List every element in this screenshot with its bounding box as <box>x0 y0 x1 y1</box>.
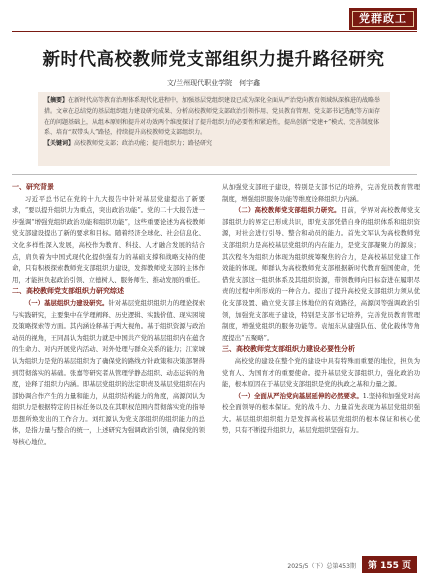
right-column <box>222 182 420 437</box>
keywords-text: 高校教师党支部；政治功能；提升组织力；路径研究 <box>74 140 213 148</box>
section-tag <box>349 8 417 30</box>
paragraph <box>222 205 420 344</box>
section-heading-3: 三、高校教师党支部组织力建设必要性分析 <box>222 345 355 354</box>
abstract-paragraph <box>44 96 384 139</box>
section-divider <box>12 174 417 175</box>
section-heading-1: 一、研究背景 <box>12 183 54 191</box>
paragraph: 习近平总书记在党的十九大报告中针对基层党建提出了新要求，“要以提升组织力为重点，突出政治功能”。党的二十大报告进一步强调“增强党组织政治功能和组织功能”，这些重要论述为高校教师党支部建设提出了新的要求和目标。随着经济全球化、社会信息化、文化多样性深入发展，高校作为教育、科技、人才融合发展的结合点，肩负着为中国式现代化提供强有力的基础支撑和战略支持的使命，只有积极探索教师党支部组织力建设，发挥教师党支部的主体作用，才能担负起政治引领、立德树人、服务师生、推动发展的重任。 <box>12 194 205 284</box>
paragraph-text: 针对基层党组织组织力的理论探索与实践研究，主要集中在学理阐释、历史逻辑、实践价值、现实困境及策略探索等方面。其内涵诠释基于两大视角。基于组织资源与政治动员的视角，王同昌认为组织力就是中国共产党的基层组织内在蕴含的生命力、对内开展党内活动、对外处理与群众关系的能力；江家城认为组织力是党的基层组织为了确保党的路线方针政策和决策部署得到贯彻落实的基础。张嘉等研究者从管理学静态组织、动态运转的角度，诠释了组织力内涵。即基层党组织的法定职责及基层党组织在内部协调合作产生的力量和能力，从组织结构能力的角度，高源闵认为组织力是根据特定的目标任务以及在其职权范围内贯彻落实党的指导思想所焕发出的工作合力。刘红源认为党支部组织的组织能力的总体，是指力量与整合的统一，上述研究为强调政治引领，确保党的领导核心地位。 <box>12 298 205 447</box>
abstract-label: 【摘要】 <box>44 97 69 104</box>
keywords-label: 【关键词】 <box>44 140 75 148</box>
section-tag-label: 党群政工 <box>352 11 414 27</box>
left-column <box>12 182 205 449</box>
article-author: 文/兰州现代职业学院 何宇鑫 <box>166 79 261 87</box>
paragraph <box>12 298 205 449</box>
paragraph-text: 1.坚持和加强党对高校全面领导的根本保证。党的战斗力、力量首先表现为基层党组织强大。基层组织组织组力是发挥高校基层党组织的根本保证和核心优势，只有不断提升组织力，基层党组织坚强有力。 <box>222 391 421 435</box>
subheading: （一）全面从严治党向基层延伸的必然要求。 <box>234 391 363 400</box>
paragraph-text: 目前，学界对高校教师党支部组织力的界定已形成共识，即党支部凭借自身的组织体系和组织资源，对社会进行引导、整合和动员的能力。首先文军认为高校教师党支部组织力是高校基层党组织的内在能力，是党支部凝聚力的源泉；其次程冬为组织力体现为组织统筹聚焦的合力，是高校基层党建工作效能的体现。师群认为高校教师党支部根据新时代教育强国使命，凭借党支部这一组织体系及其组织资源，带领教师向目标奋进在履职尽责的过程中所形成的一种合力。提出了提升高校党支部组织力须从优化支部设置、确立党支部主体地位的有效路径，高源闵等强调政治引领，加强党支部班子建设，特别是支部书记培养，完善党员教育管理制度，增强党组织的服务功能等。袁旭东从建强队伍、优化载体等角度提出“五聚略”。 <box>222 206 421 342</box>
paragraph: 从加强党支部班子建设，特别是支部书记的培养，完善党员教育管理制度，增强组织服务功能等维度诠释组织力内涵。 <box>222 183 420 203</box>
paragraph: 高校党的建设在整个党的建设中具有特殊而重要的地位，担负为党育人、为国育才的重要使命。提升基层党支部组织力，强化政治功能，根本原因在于基层党支部组织是党的执政之基和力量之源。 <box>222 356 420 389</box>
article-title: 新时代高校教师党支部组织力提升路径研究 <box>42 50 385 70</box>
paragraph <box>222 391 420 437</box>
header-rule <box>12 31 417 32</box>
keywords-paragraph <box>44 139 384 150</box>
section-heading-2: 二、高校教师党支部组织力研究综述 <box>12 287 124 296</box>
abstract-box <box>38 92 390 166</box>
issue-info: 2025/5（下）总第453期 <box>287 563 356 570</box>
page-footer <box>287 556 417 573</box>
subheading: （二）高校教师党支部组织力研究。 <box>234 206 341 215</box>
abstract-text: 在新时代高等教育治理体系现代化进程中，加强基层党组织建设已成为深化全面从严治党向教育领域纵深推进的战略举措。文章在总结党的基层组织组力建设研究成果、分析高校教师党支部政治引领作用、党员教育管理、党支部书记选配等方面存在的问题基础上，从组本原则和提升对功效两个维度探讨了提升组织力的必要性和紧迫性，提出创新“党建+”模式、完善制度体系、培育“双带头人”路径，持续提升高校教师党支部组织力。 <box>44 97 381 137</box>
page-number: 第 155 页 <box>362 556 417 573</box>
subheading: （一）基层组织力建设研究。 <box>24 298 109 307</box>
